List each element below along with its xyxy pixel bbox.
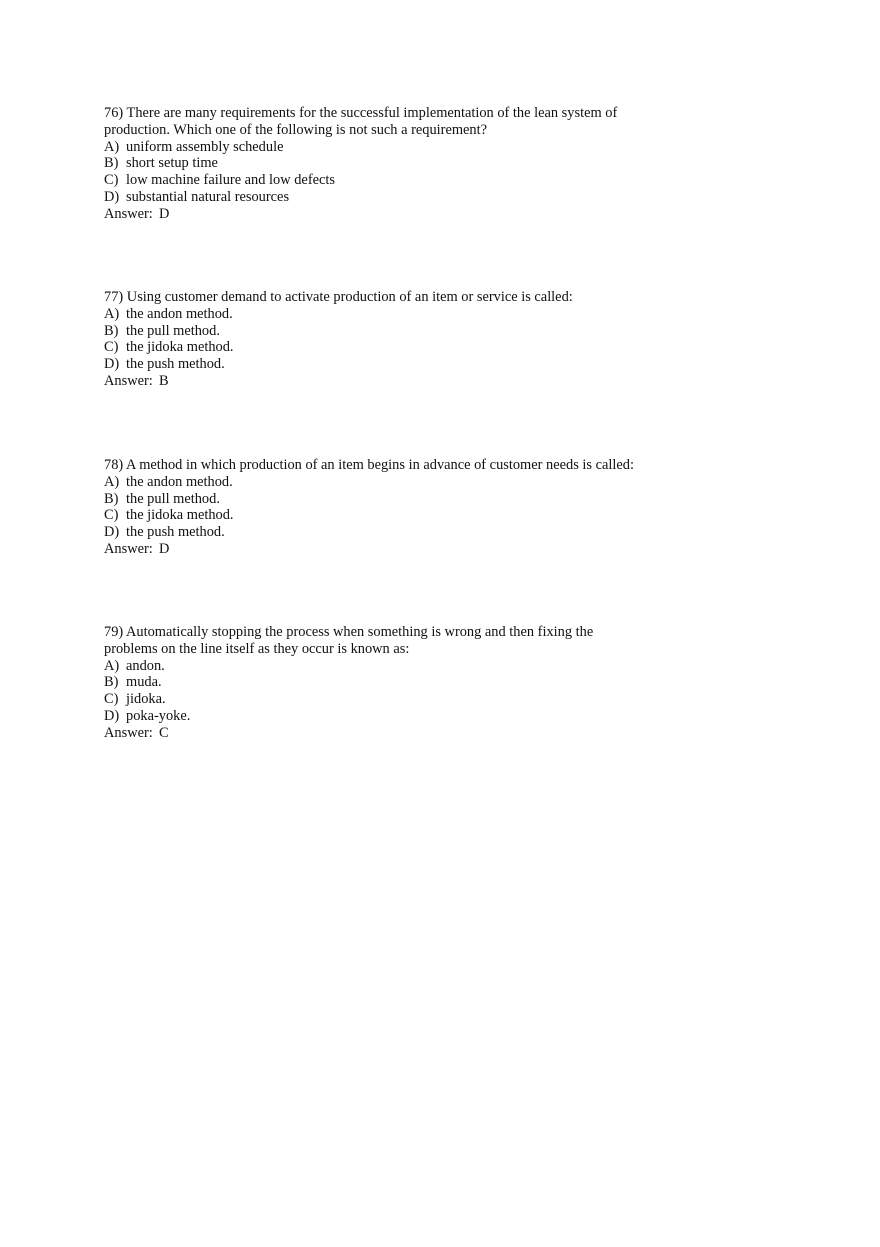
answer-option-b [104,674,664,691]
answer-option-c [104,691,664,708]
option-letter: D) [104,188,120,205]
question-stem-line [104,289,664,306]
question-number: 79) [104,624,124,640]
option-text: substantial natural resources [126,188,290,205]
answer-option-d [104,708,664,725]
answer-option-d [104,524,664,541]
option-text: the jidoka method. [126,507,234,524]
question-stem-line [104,457,664,474]
answer-option-b [104,155,664,172]
option-letter: C) [104,172,119,189]
question-77 [104,289,664,390]
question-76 [104,105,664,223]
question-stem-line: problems on the line itself as they occur is known as: [104,640,410,657]
question-stem-line [104,105,664,122]
option-letter: A) [104,305,120,322]
answer-option-a [104,474,664,491]
option-text: the push method. [126,356,225,373]
question-number: 76) [104,105,124,121]
option-text: the push method. [126,524,225,541]
question-stem-text: Automatically stopping the process when something is wrong and then fixing the [126,624,594,640]
answer-value: C [159,724,169,741]
answer-option-c [104,172,664,189]
option-text: low machine failure and low defects [126,172,335,189]
answer-option-b [104,491,664,508]
question-stem-text: There are many requirements for the successful implementation of the lean system of [126,105,618,121]
question-stem-text: Using customer demand to activate production of an item or service is called: [126,289,573,305]
answer-option-a [104,139,664,156]
option-letter: B) [104,674,119,691]
answer-option-d [104,189,664,206]
answer-option-a [104,658,664,675]
option-text: jidoka. [126,691,166,708]
question-78 [104,457,664,558]
option-text: the andon method. [126,305,233,322]
answer-value: B [159,372,169,389]
answer-option-c [104,507,664,524]
option-text: andon. [126,657,165,674]
answer-value: D [159,205,170,222]
answer-option-c [104,339,664,356]
correct-answer [104,373,664,390]
correct-answer [104,541,664,558]
option-letter: D) [104,524,120,541]
question-stem-text: A method in which production of an item begins in advance of customer needs is called: [126,457,634,473]
option-letter: B) [104,490,119,507]
option-letter: C) [104,507,119,524]
option-letter: C) [104,691,119,708]
option-letter: A) [104,657,120,674]
question-79 [104,624,664,742]
answer-label: Answer: [104,372,153,389]
option-letter: D) [104,356,120,373]
option-letter: B) [104,322,119,339]
answer-option-a [104,306,664,323]
option-text: the pull method. [126,322,220,339]
question-stem-line: production. Which one of the following is not such a requirement? [104,121,487,138]
option-text: poka-yoke. [126,707,191,724]
question-number: 77) [104,289,124,305]
question-number: 78) [104,457,124,473]
option-text: short setup time [126,155,218,172]
option-text: the jidoka method. [126,339,234,356]
answer-option-d [104,356,664,373]
option-letter: B) [104,155,119,172]
correct-answer [104,206,664,223]
correct-answer [104,725,664,742]
option-text: the andon method. [126,473,233,490]
option-letter: A) [104,138,120,155]
option-text: the pull method. [126,490,220,507]
answer-value: D [159,540,170,557]
answer-label: Answer: [104,540,153,557]
answer-option-b [104,323,664,340]
option-letter: A) [104,473,120,490]
option-text: muda. [126,674,162,691]
answer-label: Answer: [104,724,153,741]
option-letter: C) [104,339,119,356]
option-text: uniform assembly schedule [126,138,284,155]
option-letter: D) [104,707,120,724]
answer-label: Answer: [104,205,153,222]
question-stem-line [104,624,664,641]
